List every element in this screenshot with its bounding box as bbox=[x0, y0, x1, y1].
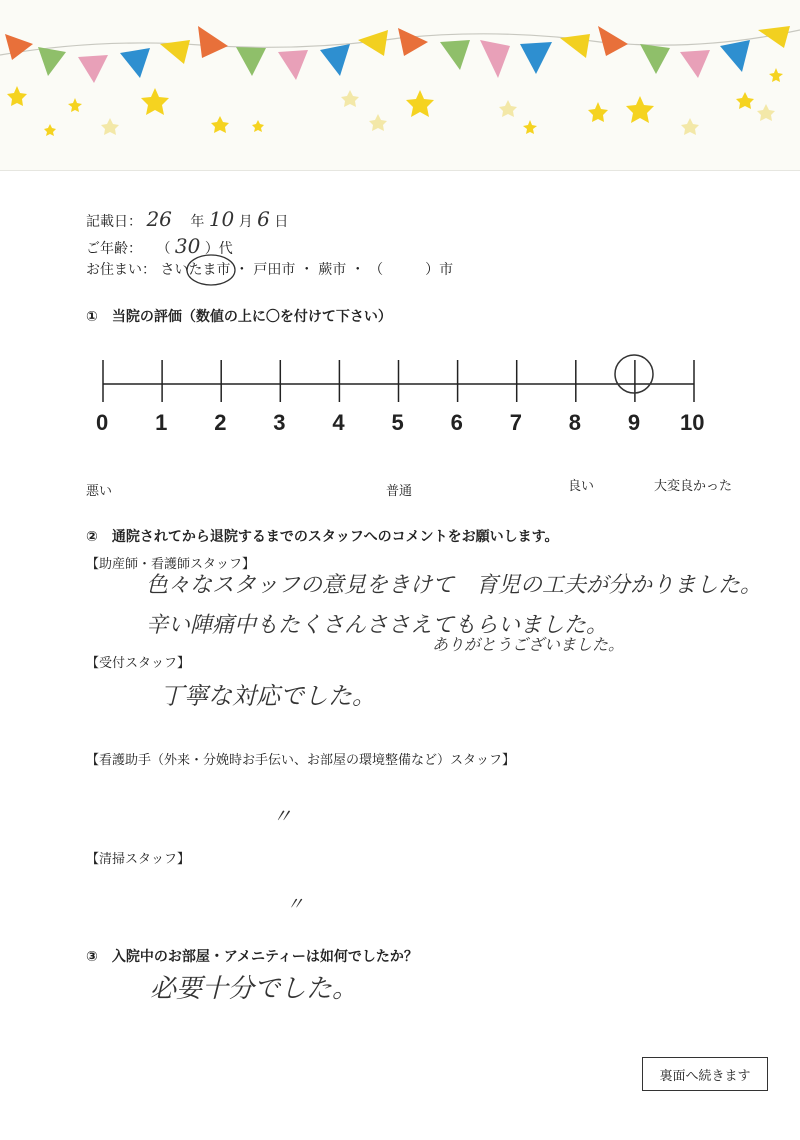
rating-label-4: 4 bbox=[332, 410, 345, 435]
cleaning-staff-label: 【清掃スタッフ】 bbox=[86, 852, 191, 867]
date-day-value[interactable]: 6 bbox=[257, 207, 270, 231]
scale-label-very-good: 大変良かった bbox=[654, 479, 733, 494]
continued-on-back-text: 裏面へ続きます bbox=[659, 1068, 751, 1084]
reception-comment[interactable]: 丁寧な対応でした。 bbox=[160, 682, 376, 710]
rating-label-2: 2 bbox=[214, 410, 227, 435]
date-year-unit: 年 bbox=[190, 214, 205, 230]
date-day-unit: 日 bbox=[274, 214, 289, 230]
bunting-flags-decoration bbox=[0, 0, 800, 170]
date-label: 記載日： bbox=[86, 214, 142, 230]
rating-label-0: 0 bbox=[96, 410, 109, 435]
assistant-staff-label: 【看護助手（外来・分娩時お手伝い、お部屋の環境整備など）スタッフ】 bbox=[86, 753, 516, 768]
rating-label-6: 6 bbox=[450, 410, 463, 435]
rating-label-10: 10 bbox=[680, 410, 705, 435]
age-value[interactable]: 30 bbox=[174, 234, 201, 258]
section3-comment[interactable]: 必要十分でした。 bbox=[150, 974, 359, 1004]
rating-label-7: 7 bbox=[509, 410, 522, 435]
cleaning-comment[interactable]: 〃 bbox=[286, 894, 304, 915]
rating-label-9: 9 bbox=[627, 410, 641, 435]
age-suffix: ）代 bbox=[204, 241, 233, 257]
age-prefix: （ bbox=[156, 241, 171, 257]
reception-staff-label: 【受付スタッフ】 bbox=[86, 656, 191, 671]
rating-label-3: 3 bbox=[273, 410, 286, 435]
scale-label-bad: 悪い bbox=[86, 484, 113, 499]
rating-label-1: 1 bbox=[155, 410, 168, 435]
rating-ticks bbox=[103, 360, 694, 402]
age-label: ご年齢： bbox=[86, 241, 142, 257]
residence-row bbox=[86, 259, 453, 279]
rating-label-5: 5 bbox=[391, 410, 404, 435]
midwife-comment-line2[interactable]: 辛い陣痛中もたくさんささえてもらいました。 bbox=[146, 613, 609, 638]
bunting-banner bbox=[0, 0, 800, 171]
scale-label-good: 良い bbox=[568, 479, 595, 494]
date-month-value[interactable]: 10 bbox=[208, 207, 235, 231]
residence-circle-mark bbox=[184, 252, 238, 288]
section3-title: ③ 入院中のお部屋・アメニティーは如何でしたか？ bbox=[86, 949, 418, 965]
section2-title: ② 通院されてから退院するまでのスタッフへのコメントをお願いします。 bbox=[86, 529, 559, 545]
continued-on-back-note bbox=[642, 1057, 768, 1091]
date-row bbox=[86, 207, 288, 231]
rating-label-8: 8 bbox=[568, 410, 582, 435]
midwife-comment-line3[interactable]: ありがとうございました。 bbox=[432, 635, 625, 654]
midwife-comment-line1[interactable]: 色々なスタッフの意見をきけて 育児の工夫が分かりました。 bbox=[146, 573, 763, 598]
scale-label-normal: 普通 bbox=[386, 484, 413, 499]
residence-label: お住まい： bbox=[86, 262, 156, 278]
residence-options[interactable]: さいたま市 ・ 戸田市 ・ 蕨市 ・ （ ）市 bbox=[160, 262, 454, 278]
section1-title: ① 当院の評価（数値の上に〇を付けて下さい） bbox=[86, 309, 392, 325]
date-year-value[interactable]: 26 bbox=[146, 207, 172, 231]
midwife-staff-label: 【助産師・看護師スタッフ】 bbox=[86, 557, 256, 572]
date-month-unit: 月 bbox=[238, 214, 253, 230]
selected-rating-circle bbox=[615, 355, 653, 393]
assistant-comment[interactable]: 〃 bbox=[272, 804, 292, 828]
